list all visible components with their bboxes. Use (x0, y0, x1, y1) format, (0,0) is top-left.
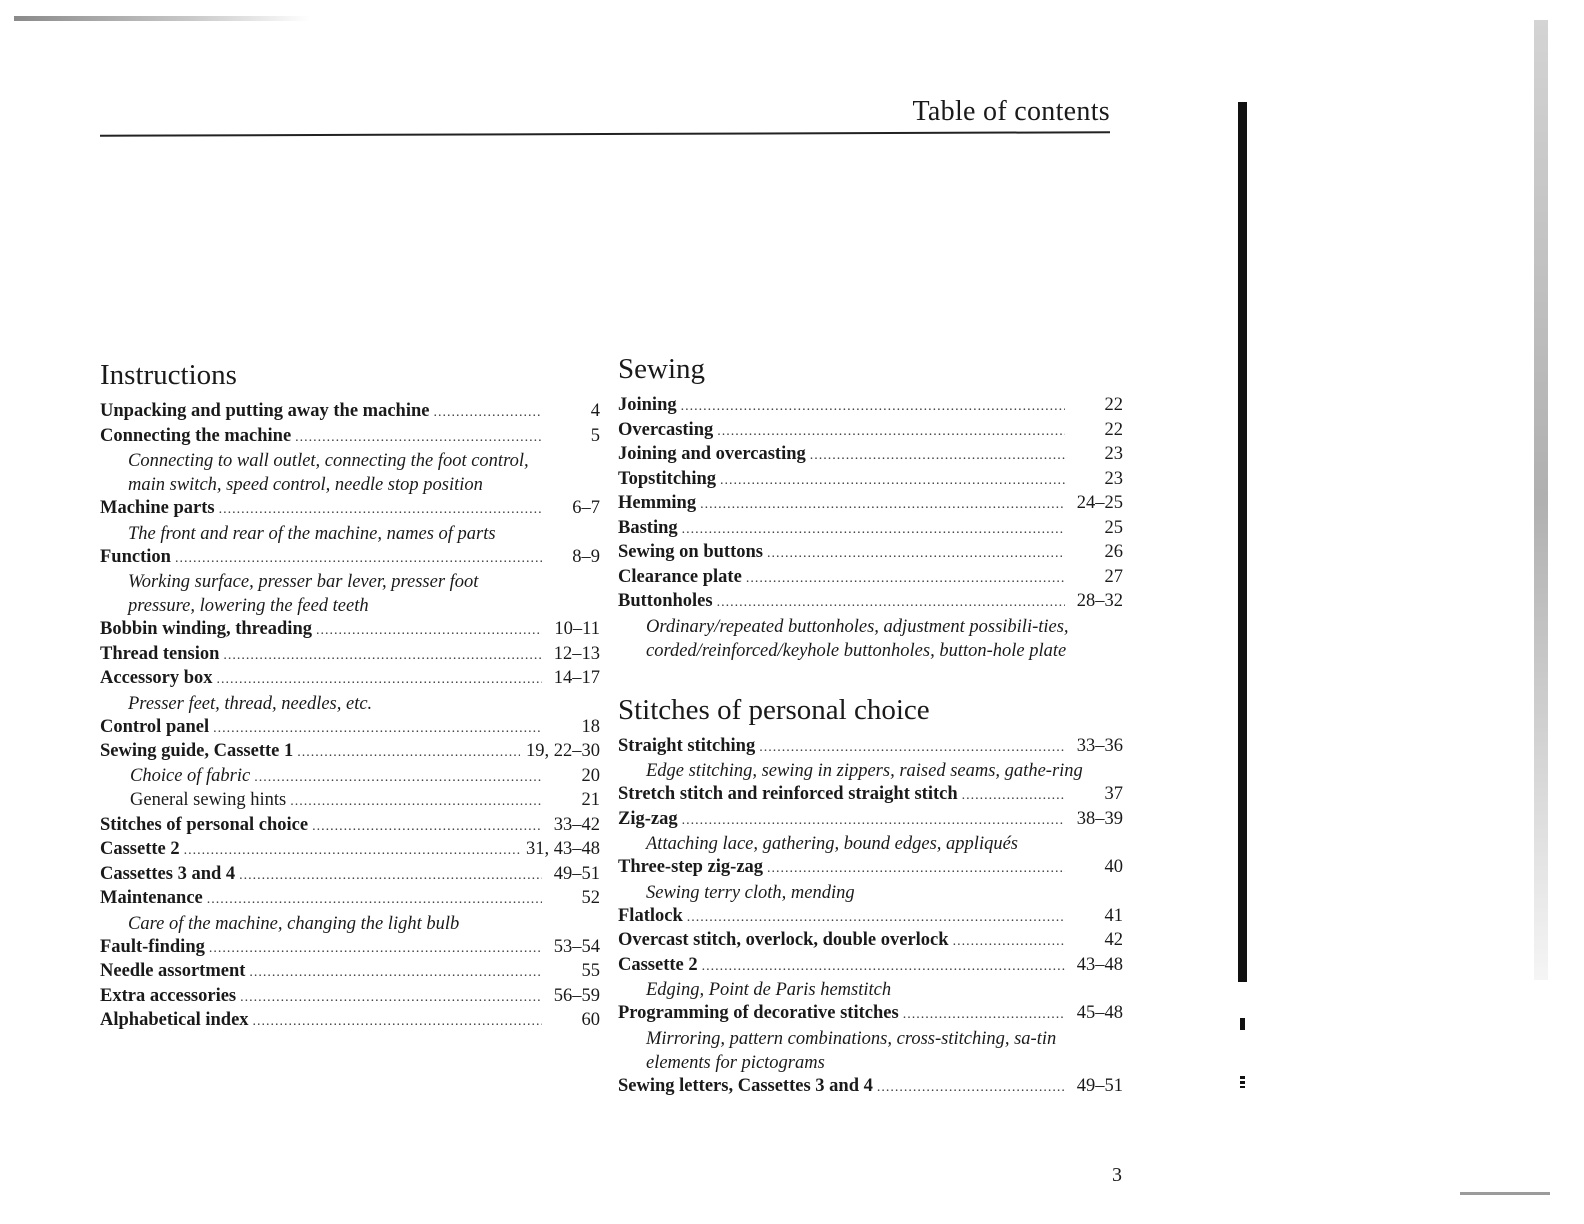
toc-entry-label: Hemming (618, 493, 697, 513)
toc-entry[interactable] (100, 814, 600, 839)
leader-dots (682, 518, 1065, 542)
scan-artifact-right-edge (1534, 20, 1548, 980)
toc-entry-page: 45–48 (1076, 1003, 1123, 1023)
toc-entry-page: 42 (1104, 930, 1123, 950)
toc-entry-page: 38–39 (1076, 808, 1123, 829)
toc-entry-note: Ordinary/repeated buttonholes, adjustment possibili-ties, corded/reinforced/keyhole buttonholes, button-hole plate (646, 616, 1069, 661)
toc-entry[interactable] (618, 419, 1123, 444)
toc-entry[interactable] (618, 541, 1123, 566)
instructions-column (100, 358, 600, 1034)
section-title-sewing: Sewing (618, 353, 705, 385)
toc-entry-label: Zig-zag (618, 808, 678, 829)
leader-dots (717, 420, 1065, 444)
toc-entry-page: 18 (581, 716, 600, 737)
section-title-personal-choice: Stitches of personal choice (618, 693, 930, 726)
leader-dots (219, 498, 542, 522)
toc-entry[interactable] (618, 517, 1123, 542)
sewing-column (618, 352, 1123, 1099)
toc-entry-label: Function (100, 546, 171, 567)
toc-entry[interactable] (100, 863, 600, 888)
toc-entry[interactable] (618, 492, 1123, 517)
toc-entry-page: 12–13 (553, 643, 600, 664)
page-number: 3 (1112, 1164, 1122, 1186)
toc-entry-page: 21 (581, 790, 600, 810)
toc-entry-label: Extra accessories (100, 985, 237, 1006)
leader-dots (962, 784, 1065, 808)
toc-entry-label: Clearance plate (618, 566, 742, 587)
leader-dots (297, 741, 520, 765)
toc-entry-label: Choice of fabric (130, 765, 251, 786)
leader-dots (184, 839, 520, 863)
toc-entry-page: 5 (590, 425, 600, 446)
margin-mark (1240, 1076, 1245, 1088)
toc-entry-page: 49–51 (1076, 1075, 1123, 1096)
toc-entry-note: Presser feet, thread, needles, etc. (128, 693, 373, 714)
toc-entry[interactable] (618, 1075, 1123, 1100)
leader-dots (681, 395, 1065, 419)
leader-dots (290, 790, 542, 814)
leader-dots (810, 444, 1065, 468)
toc-entry-label: Programming of decorative stitches (618, 1003, 899, 1023)
leader-dots (316, 619, 542, 643)
leader-dots (720, 469, 1065, 493)
leader-dots (700, 493, 1065, 517)
toc-entry[interactable] (618, 929, 1123, 954)
toc-entry-label: Accessory box (100, 668, 213, 688)
toc-entry-label: Overcast stitch, overlock, double overlock (618, 930, 949, 950)
toc-entry[interactable] (618, 808, 1123, 833)
leader-dots (175, 547, 542, 571)
toc-entry-page: 56–59 (553, 985, 600, 1006)
toc-entry-page: 23 (1104, 444, 1123, 464)
toc-entry-page: 40 (1104, 857, 1123, 877)
toc-entry[interactable] (100, 667, 600, 692)
toc-entry-label: Stretch stitch and reinforced straight stitch (618, 784, 958, 804)
toc-entry-label: Buttonholes (618, 591, 713, 611)
toc-entry[interactable] (100, 838, 600, 863)
leader-dots (253, 1010, 542, 1034)
toc-entry-label: Unpacking and putting away the machine (100, 401, 430, 421)
toc-entry-page: 23 (1104, 468, 1123, 489)
toc-entry-label: Three-step zig-zag (618, 857, 764, 877)
toc-subentry[interactable] (100, 765, 600, 790)
toc-entry[interactable] (100, 887, 600, 912)
leader-dots (717, 591, 1065, 615)
toc-entry-page: 26 (1104, 542, 1123, 562)
toc-entry[interactable] (100, 936, 600, 961)
toc-entry-label: Cassette 2 (100, 839, 180, 859)
toc-entry[interactable] (618, 783, 1123, 808)
leader-dots (249, 961, 542, 985)
toc-entry[interactable] (618, 468, 1123, 493)
toc-entry-label: Maintenance (100, 888, 203, 908)
toc-entry-label: Basting (618, 517, 678, 538)
toc-entry-page: 28–32 (1076, 591, 1123, 611)
toc-entry-note: Edging, Point de Paris hemstitch (646, 980, 892, 1000)
leader-dots (702, 955, 1065, 979)
toc-entry-label: Joining (618, 395, 677, 415)
toc-entry-label: Sewing guide, Cassette 1 (100, 741, 294, 761)
thumb-index-bar (1238, 102, 1247, 982)
toc-entry-page: 27 (1104, 566, 1123, 587)
toc-entry-label: Topstitching (618, 468, 717, 489)
toc-entry[interactable] (618, 954, 1123, 979)
toc-entry[interactable] (618, 856, 1123, 881)
toc-entry-page: 55 (581, 961, 600, 981)
toc-entry-page: 24–25 (1076, 493, 1123, 513)
toc-entry-label: Control panel (100, 716, 210, 737)
leader-dots (239, 864, 542, 888)
toc-entry-label: Stitches of personal choice (100, 814, 309, 835)
leader-dots (767, 857, 1065, 881)
leader-dots (223, 644, 542, 668)
toc-entry-label: General sewing hints (130, 790, 287, 810)
toc-entry-page: 8–9 (572, 546, 600, 567)
toc-entry-label: Cassette 2 (618, 954, 698, 975)
toc-entry-note: Connecting to wall outlet, connecting the foot control, main switch, speed control, needle stop position (128, 451, 529, 495)
leader-dots (687, 906, 1065, 930)
toc-entry-page: 60 (581, 1010, 600, 1030)
leader-dots (746, 567, 1065, 591)
leader-dots (217, 668, 542, 692)
leader-dots (209, 937, 542, 961)
toc-entry-label: Cassettes 3 and 4 (100, 863, 236, 884)
toc-entry[interactable] (618, 1002, 1123, 1027)
toc-entry-note: Mirroring, pattern combinations, cross-stitching, sa-tin elements for pictograms (646, 1028, 1057, 1073)
toc-entry-page: 53–54 (553, 936, 600, 957)
scan-artifact-bottom (1460, 1192, 1550, 1195)
toc-entry-label: Thread tension (100, 643, 220, 664)
toc-entry[interactable] (618, 590, 1123, 615)
toc-subentry[interactable] (100, 789, 600, 814)
toc-entry-page: 52 (581, 888, 600, 908)
toc-entry-page: 37 (1104, 784, 1123, 804)
toc-entry-label: Flatlock (618, 905, 683, 926)
toc-entry[interactable] (100, 985, 600, 1010)
toc-entry-page: 33–36 (1076, 735, 1123, 756)
toc-entry-page: 22 (1104, 395, 1123, 415)
toc-entry-label: Straight stitching (618, 735, 756, 756)
leader-dots (433, 401, 542, 425)
leader-dots (213, 717, 542, 741)
leader-dots (207, 888, 542, 912)
toc-entry[interactable] (100, 497, 600, 522)
leader-dots (312, 815, 542, 839)
toc-entry[interactable] (618, 735, 1123, 760)
toc-entry-note: Attaching lace, gathering, bound edges, appliqués (646, 834, 1018, 854)
toc-entry[interactable] (618, 394, 1123, 419)
toc-entry-page: 43–48 (1076, 954, 1123, 975)
header-rule (100, 131, 1110, 137)
toc-entry-label: Bobbin winding, threading (100, 619, 312, 639)
toc-entry-page: 33–42 (553, 814, 600, 835)
scan-artifact-top (14, 16, 310, 21)
leader-dots (759, 736, 1065, 760)
margin-mark (1240, 1018, 1245, 1030)
leader-dots (877, 1076, 1065, 1100)
toc-entry[interactable] (100, 618, 600, 643)
leader-dots (953, 930, 1065, 954)
toc-entry-label: Connecting the machine (100, 425, 292, 446)
toc-entry-label: Joining and overcasting (618, 444, 806, 464)
toc-entry-page: 6–7 (572, 498, 600, 518)
toc-entry-label: Sewing letters, Cassettes 3 and 4 (618, 1075, 873, 1096)
leader-dots (903, 1003, 1065, 1027)
toc-entry-note: Working surface, presser bar lever, presser foot pressure, lowering the feed teeth (128, 572, 479, 616)
toc-entry-label: Machine parts (100, 498, 215, 518)
leader-dots (682, 809, 1065, 833)
toc-entry-note: Sewing terry cloth, mending (646, 882, 855, 903)
toc-entry[interactable] (100, 960, 600, 985)
toc-entry-page: 22 (1104, 419, 1123, 440)
leader-dots (767, 542, 1065, 566)
toc-entry-page: 10–11 (554, 619, 600, 639)
toc-entry[interactable] (100, 425, 600, 450)
toc-entry[interactable] (618, 566, 1123, 591)
toc-entry-page: 41 (1104, 905, 1123, 926)
leader-dots (295, 426, 542, 450)
toc-entry[interactable] (100, 740, 600, 765)
toc-entry[interactable] (618, 443, 1123, 468)
toc-entry-note: Care of the machine, changing the light bulb (128, 913, 460, 934)
toc-entry-label: Alphabetical index (100, 1010, 249, 1030)
toc-entry-label: Sewing on buttons (618, 542, 763, 562)
toc-entry[interactable] (100, 546, 600, 571)
toc-entry-note: The front and rear of the machine, names of parts (128, 523, 496, 544)
toc-entry-page: 49–51 (553, 863, 600, 884)
leader-dots (240, 986, 542, 1010)
toc-entry-page: 14–17 (553, 668, 600, 688)
toc-entry[interactable] (100, 1009, 600, 1034)
toc-entry-note: Edge stitching, sewing in zippers, raised seams, gathe-ring (646, 761, 1083, 781)
toc-entry-page: 19, 22–30 (526, 741, 600, 761)
toc-entry-page: 25 (1104, 517, 1123, 538)
toc-entry[interactable] (100, 716, 600, 741)
toc-entry-label: Fault-finding (100, 936, 205, 957)
toc-entry[interactable] (618, 905, 1123, 930)
section-title-instructions: Instructions (100, 359, 237, 391)
toc-entry-page: 4 (590, 401, 600, 421)
toc-entry-page: 20 (581, 765, 600, 786)
toc-entry-page: 31, 43–48 (526, 839, 600, 859)
page-title: Table of contents (912, 96, 1110, 127)
toc-entry[interactable] (100, 400, 600, 425)
toc-entry-label: Overcasting (618, 419, 714, 440)
leader-dots (254, 766, 542, 790)
toc-entry[interactable] (100, 643, 600, 668)
section-spacer (618, 663, 1123, 693)
toc-entry-label: Needle assortment (100, 961, 246, 981)
